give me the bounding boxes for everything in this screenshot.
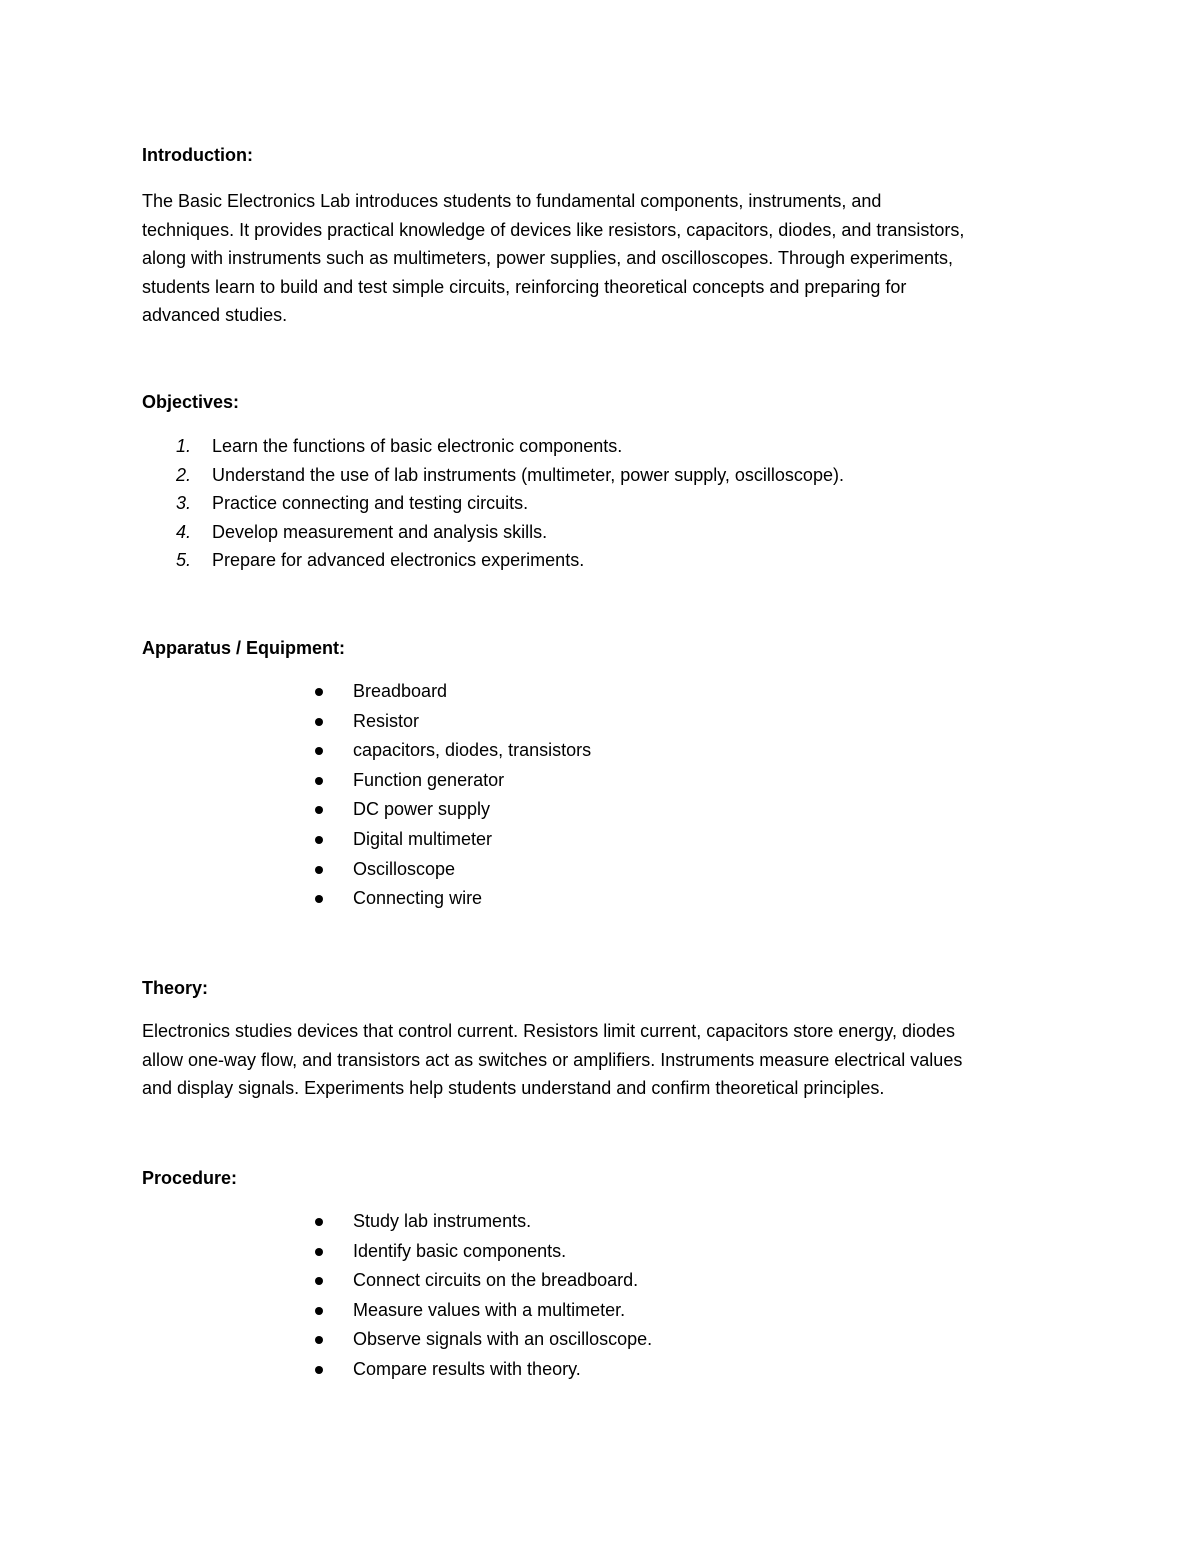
list-item-text: Learn the functions of basic electronic components. <box>212 436 623 456</box>
bullet-icon <box>315 806 323 814</box>
introduction-paragraph <box>142 187 1062 330</box>
list-item-text: Connect circuits on the breadboard. <box>353 1270 639 1291</box>
bullet-icon <box>315 1277 323 1285</box>
procedure-section <box>142 1166 1062 1385</box>
list-item-text: Compare results with theory. <box>353 1358 581 1379</box>
list-item <box>142 677 1062 707</box>
list-item <box>142 736 1062 766</box>
apparatus-section <box>142 636 1062 914</box>
list-item-text: Breadboard <box>353 681 448 701</box>
list-item-text: Understand the use of lab instruments (multimeter, power supply, oscilloscope). <box>212 464 844 485</box>
bullet-icon <box>315 866 323 874</box>
list-number: 5. <box>176 550 192 570</box>
list-item <box>142 766 1062 796</box>
list-number: 2. <box>176 464 192 485</box>
bullet-icon <box>315 747 323 755</box>
introduction-line: along with instruments such as multimeters, power supplies, and oscilloscopes. Through experiments, <box>142 248 954 268</box>
list-item-text: Observe signals with an oscilloscope. <box>353 1329 653 1350</box>
introduction-line: techniques. It provides practical knowledge of devices like resistors, capacitors, diodes, and transistors, <box>142 219 965 240</box>
list-item-text: Digital multimeter <box>353 828 493 849</box>
objectives-section <box>142 390 1062 575</box>
list-item-text: Measure values with a multimeter. <box>353 1299 626 1320</box>
bullet-icon <box>315 718 323 726</box>
theory-paragraph <box>142 1017 1062 1103</box>
apparatus-list <box>142 677 1062 914</box>
list-item-text: capacitors, diodes, transistors <box>353 740 592 761</box>
list-item <box>142 1237 1062 1267</box>
list-item-text: Prepare for advanced electronics experiments. <box>212 550 585 570</box>
introduction-heading: Introduction: <box>142 145 253 165</box>
list-item <box>142 518 1062 547</box>
procedure-heading: Procedure: <box>142 1168 238 1188</box>
list-item-text: Develop measurement and analysis skills. <box>212 521 548 542</box>
list-number: 3. <box>176 493 192 513</box>
list-item <box>142 855 1062 885</box>
bullet-icon <box>315 1218 323 1226</box>
bullet-icon <box>315 1366 323 1374</box>
introduction-line: The Basic Electronics Lab introduces students to fundamental components, instruments, and <box>142 191 882 211</box>
list-item <box>142 707 1062 737</box>
bullet-icon <box>315 1336 323 1344</box>
list-item <box>142 546 1062 575</box>
introduction-section <box>142 143 1062 330</box>
list-item <box>142 1207 1062 1237</box>
bullet-icon <box>315 1248 323 1256</box>
bullet-icon <box>315 777 323 785</box>
bullet-icon <box>315 688 323 696</box>
list-item-text: Connecting wire <box>353 888 483 909</box>
list-item-text: DC power supply <box>353 799 491 820</box>
list-item-text: Function generator <box>353 769 505 790</box>
bullet-icon <box>315 836 323 844</box>
theory-section <box>142 976 1062 1103</box>
bullet-icon <box>315 895 323 903</box>
list-item <box>142 461 1062 490</box>
list-item-text: Study lab instruments. <box>353 1211 532 1231</box>
list-item-text: Oscilloscope <box>353 858 456 879</box>
theory-line: allow one-way flow, and transistors act as switches or amplifiers. Instruments measure electrical values <box>142 1049 963 1070</box>
list-item <box>142 1355 1062 1385</box>
list-item-text: Resistor <box>353 710 420 731</box>
theory-line: and display signals. Experiments help students understand and confirm theoretical principles. <box>142 1078 885 1098</box>
introduction-line: advanced studies. <box>142 305 288 325</box>
objectives-heading: Objectives: <box>142 392 240 412</box>
introduction-line: students learn to build and test simple circuits, reinforcing theoretical concepts and preparing for <box>142 276 907 297</box>
list-item <box>142 489 1062 518</box>
list-item <box>142 884 1062 914</box>
bullet-icon <box>315 1307 323 1315</box>
list-item <box>142 795 1062 825</box>
list-item <box>142 1296 1062 1326</box>
theory-heading: Theory: <box>142 978 209 998</box>
list-item <box>142 825 1062 855</box>
list-item <box>142 1325 1062 1355</box>
list-item-text: Identify basic components. <box>353 1240 567 1261</box>
procedure-list <box>142 1207 1062 1385</box>
list-item <box>142 1266 1062 1296</box>
objectives-list <box>142 432 1062 575</box>
list-item-text: Practice connecting and testing circuits. <box>212 493 529 513</box>
list-item <box>142 432 1062 461</box>
theory-line: Electronics studies devices that control current. Resistors limit current, capacitors store energy, diodes <box>142 1021 956 1041</box>
list-number: 1. <box>176 436 192 456</box>
list-number: 4. <box>176 521 192 542</box>
apparatus-heading: Apparatus / Equipment: <box>142 638 346 658</box>
